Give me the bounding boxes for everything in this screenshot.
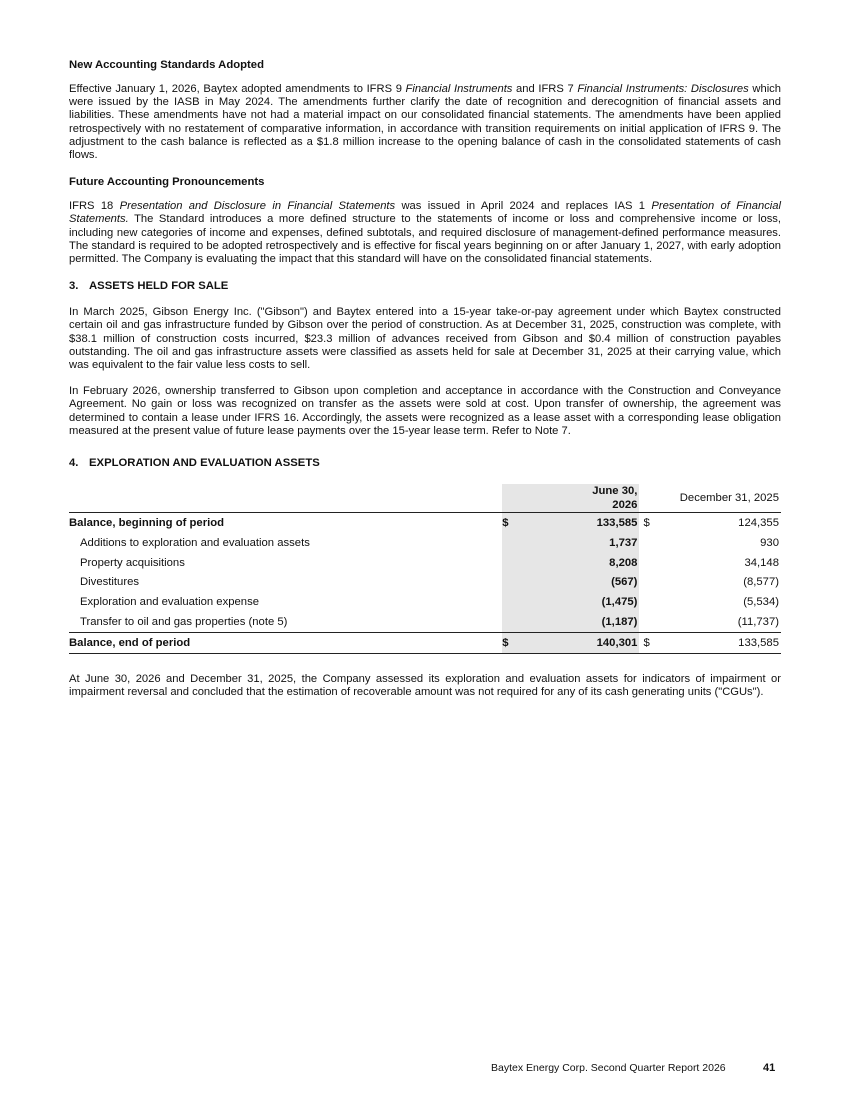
currency-symbol: [502, 592, 568, 612]
section-3-paragraph-1: In March 2025, Gibson Energy Inc. ("Gibson") and Baytex entered into a 15-year take-or-pay agreement under which Baytex constructed certain oil and gas infrastructure funded by Gibson over the period of construction. As at December 31, 2025, construction was complete, with $38.1 million of construction costs incurred, $23.3 million of advances received from Gibson and $0.4 million of construction payables outstanding. The oil and gas infrastructure assets were classified as assets held for sale at December 31, 2025 at their carrying value, which was equivalent to the fair value less costs to sell.: [69, 306, 781, 372]
june-2026-value: (1,187): [568, 612, 639, 632]
table-row: [69, 632, 781, 653]
table-body: [69, 513, 781, 654]
future-pronouncements-paragraph: [69, 200, 781, 266]
italic-title-text: Presentation and Disclosure in Financial Statements: [119, 200, 396, 213]
december-2025-value: (8,577): [743, 576, 779, 589]
row-label: Balance, end of period: [69, 632, 502, 653]
paragraph-text: IFRS 18: [69, 200, 120, 213]
column-header-june-2026: June 30, 2026: [568, 484, 639, 513]
currency-symbol: [502, 553, 568, 573]
currency-symbol: $: [643, 516, 650, 529]
section-3-title-text: ASSETS HELD FOR SALE: [89, 280, 229, 293]
table-row: [69, 592, 781, 612]
row-label: Divestitures: [80, 576, 140, 589]
currency-symbol: [502, 612, 568, 632]
row-label: Transfer to oil and gas properties (note 5): [80, 615, 288, 628]
row-label: Balance, beginning of period: [69, 516, 225, 529]
june-2026-value: 140,301: [568, 632, 639, 653]
new-standards-paragraph: [69, 83, 781, 162]
december-2025-value: 930: [760, 536, 779, 549]
table-row: [69, 513, 781, 533]
page-number: 41: [763, 1062, 776, 1074]
currency-symbol: [502, 533, 568, 553]
currency-symbol: $: [502, 513, 568, 533]
document-page: [69, 58, 781, 712]
table-header-row: [69, 484, 781, 513]
italic-title-text: Financial Instruments: Disclosures: [577, 83, 749, 95]
december-2025-value: 34,148: [744, 556, 779, 569]
currency-symbol: [502, 572, 568, 592]
section-4-title-text: EXPLORATION AND EVALUATION ASSETS: [89, 457, 320, 470]
paragraph-text: which were issued by the IASB in May 2024. The amendments further clarify the date of recognition and derecognition of financial assets and liabilities. These amendments have not had a material impact on our consolidated financial statements. The amendments have been applied retrospectively with no restatement of comparative information, in accordance with transition requirements on initial application of IFRS 9. The adjustment to the cash balance is reflected as a $1.8 million increase to the opening balance of cash in the consolidated statements of cash flows.: [69, 83, 781, 162]
future-pronouncements-heading: Future Accounting Pronouncements: [69, 176, 265, 189]
june-2026-value: 133,585: [568, 513, 639, 533]
table-row: [69, 572, 781, 592]
section-3-number: 3.: [69, 280, 79, 293]
new-standards-heading: New Accounting Standards Adopted: [69, 59, 264, 71]
june-2026-value: (1,475): [568, 592, 639, 612]
paragraph-text: was issued in April 2024 and replaces IAS 1: [395, 200, 652, 213]
section-4-paragraph: At June 30, 2026 and December 31, 2025, the Company assessed its exploration and evaluation assets for indicators of impairment or impairment reversal and concluded that the estimation of recoverable amount was not required for any of its cash generating units ("CGUs").: [69, 672, 781, 698]
currency-symbol: [639, 612, 659, 632]
currency-symbol: $: [639, 632, 659, 653]
row-label: Exploration and evaluation expense: [80, 596, 259, 609]
currency-symbol: [639, 553, 659, 573]
december-2025-value: 124,355: [738, 516, 779, 529]
currency-symbol: [639, 572, 659, 592]
paragraph-text: The Standard introduces a more defined structure to the statements of income or loss and comprehensive income or loss, including new categories of income and expenses, defined subtotals, and required disclosure of management-defined performance measures. The standard is required to be adopted retrospectively and is effective for fiscal years beginning on or after January 1, 2027, with early adoption permitted. The Company is evaluating the impact that this standard will have on the consolidated financial statements.: [69, 213, 781, 266]
italic-title-text: Presentation of Financial Statements.: [69, 200, 781, 226]
table-row: [69, 612, 781, 632]
section-4-number: 4.: [69, 457, 79, 470]
paragraph-text: Effective January 1, 2026, Baytex adopted amendments to IFRS 9: [69, 83, 406, 95]
section-3-title: [69, 279, 781, 293]
paragraph-text: and IFRS 7: [512, 83, 578, 95]
december-2025-value: (11,737): [737, 615, 779, 628]
row-label: Additions to exploration and evaluation assets: [80, 536, 310, 549]
section-3-paragraph-2: In February 2026, ownership transferred to Gibson upon completion and acceptance in accordance with the Construction and Conveyance Agreement. No gain or loss was recognized on transfer as the assets were sold at cost. Upon transfer of ownership, the agreement was determined to contain a lease under IFRS 16. Accordingly, the assets were recognized as a lease asset with a corresponding lease obligation measured at the present value of future lease payments over the 15-year lease term. Refer to Note 7.: [69, 385, 781, 437]
currency-symbol: [639, 592, 659, 612]
footer-report-title: Baytex Energy Corp. Second Quarter Report 2026: [491, 1062, 726, 1074]
italic-title-text: Financial Instruments: [405, 83, 513, 95]
section-4-title: [69, 456, 781, 470]
june-2026-value: (567): [568, 572, 639, 592]
row-label: Property acquisitions: [80, 556, 185, 569]
currency-symbol: [639, 533, 659, 553]
currency-symbol: $: [502, 632, 568, 653]
december-2025-value: 133,585: [659, 632, 781, 653]
exploration-assets-table: [69, 484, 781, 654]
june-2026-value: 1,737: [568, 533, 639, 553]
column-header-december-2025: December 31, 2025: [659, 484, 781, 513]
december-2025-value: (5,534): [743, 596, 779, 609]
june-2026-value: 8,208: [568, 553, 639, 573]
table-row: [69, 553, 781, 573]
table-row: [69, 533, 781, 553]
